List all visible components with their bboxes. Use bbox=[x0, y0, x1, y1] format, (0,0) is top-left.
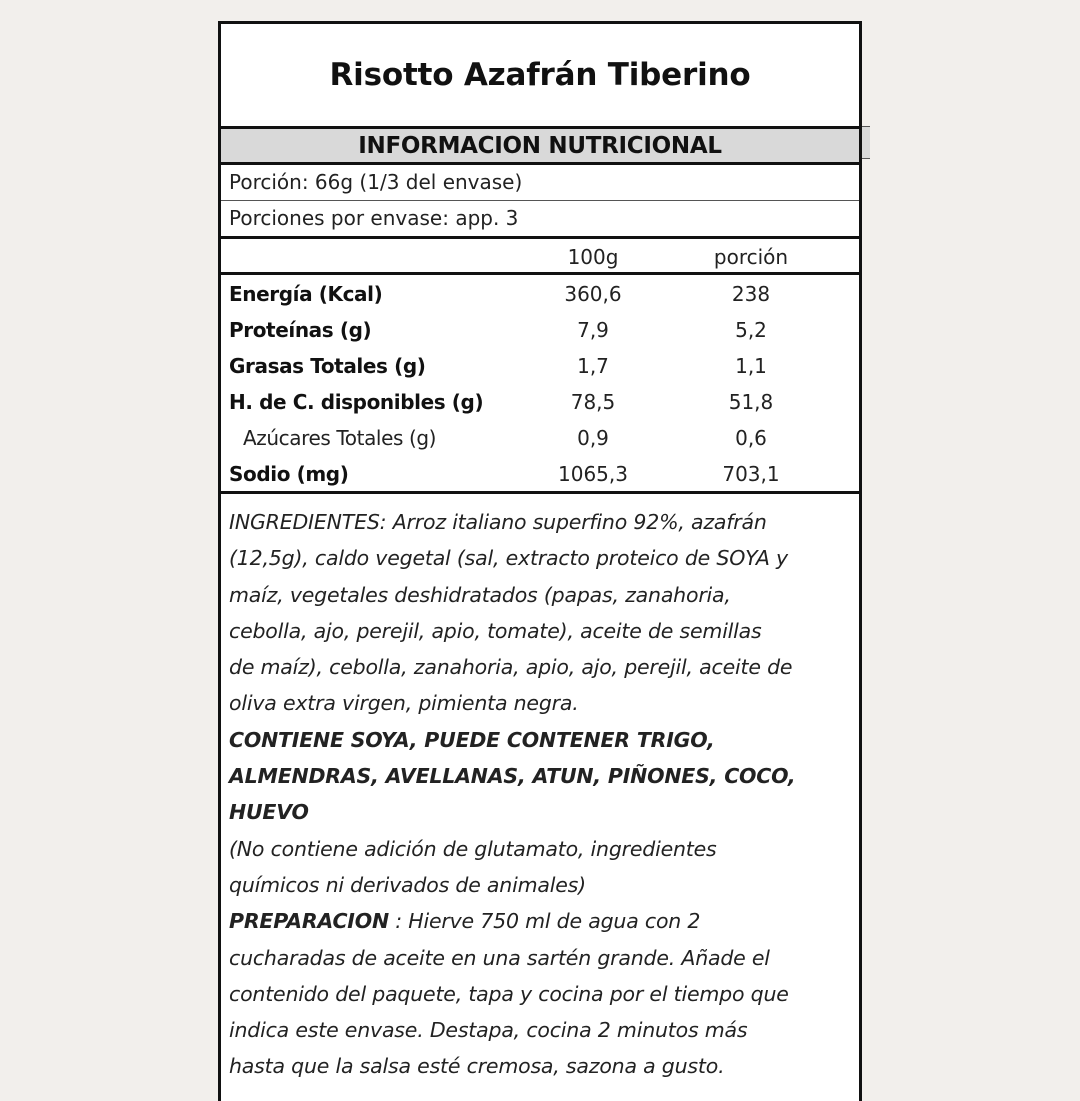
nutrient-value-100g: 78,5 bbox=[570, 390, 616, 414]
serving-portion: Porción: 66g (1/3 del envase) bbox=[221, 165, 859, 201]
nutrient-name: Grasas Totales (g) bbox=[229, 354, 426, 378]
nutrient-value-100g: 1,7 bbox=[577, 354, 609, 378]
nutrient-value-100g: 7,9 bbox=[577, 318, 609, 342]
preparation-first-line bbox=[229, 903, 849, 939]
nutrition-label bbox=[218, 21, 862, 1101]
allergen-line: ALMENDRAS, AVELLANAS, ATUN, PIÑONES, COCO, bbox=[229, 764, 796, 789]
nutrient-name: Sodio (mg) bbox=[229, 462, 349, 486]
nutrient-value-portion: 1,1 bbox=[735, 354, 767, 378]
nutrient-value-portion: 5,2 bbox=[735, 318, 767, 342]
nutrient-value-portion: 51,8 bbox=[728, 390, 774, 414]
preparation-text: : Hierve 750 ml de agua con 2 bbox=[388, 909, 701, 934]
nutrient-row-fat bbox=[221, 347, 859, 383]
nutrient-name: Energía (Kcal) bbox=[229, 282, 383, 306]
nutrient-value-100g: 1065,3 bbox=[558, 462, 628, 486]
nutrient-row-carbs bbox=[221, 383, 859, 419]
ingredients-line: maíz, vegetales deshidratados (papas, zanahoria, bbox=[229, 582, 731, 607]
note-line: químicos ni derivados de animales) bbox=[229, 872, 586, 897]
note-line: (No contiene adición de glutamato, ingredientes bbox=[229, 836, 717, 861]
nutrient-row-sodium bbox=[221, 455, 859, 491]
nutrient-name: Azúcares Totales (g) bbox=[243, 426, 437, 450]
product-title: Risotto Azafrán Tiberino bbox=[221, 24, 859, 129]
nutrient-value-portion: 0,6 bbox=[735, 426, 767, 450]
nutrient-table bbox=[221, 275, 859, 494]
nutrient-row-protein bbox=[221, 311, 859, 347]
allergen-line: CONTIENE SOYA, PUEDE CONTENER TRIGO, bbox=[229, 727, 715, 752]
nutrient-name: Proteínas (g) bbox=[229, 318, 372, 342]
nutrition-header: INFORMACION NUTRICIONAL bbox=[221, 129, 859, 165]
column-100g: 100g bbox=[567, 245, 619, 269]
preparation-line: cucharadas de aceite en una sartén grande. Añade el bbox=[229, 945, 770, 970]
serving-info bbox=[221, 165, 859, 239]
ingredients-line: (12,5g), caldo vegetal (sal, extracto proteico de SOYA y bbox=[229, 546, 788, 571]
ingredients-line: INGREDIENTES: Arroz italiano superfino 92%, azafrán bbox=[229, 510, 767, 534]
nutrient-value-100g: 0,9 bbox=[577, 426, 609, 450]
nutrient-value-100g: 360,6 bbox=[564, 282, 622, 306]
nutrient-value-portion: 238 bbox=[731, 282, 771, 306]
nutrient-name: H. de C. disponibles (g) bbox=[229, 390, 484, 414]
nutrient-row-energy bbox=[221, 275, 859, 311]
preparation-line: contenido del paquete, tapa y cocina por el tiempo que bbox=[229, 981, 789, 1006]
ingredients-line: oliva extra virgen, pimienta negra. bbox=[229, 691, 579, 716]
ingredients-line: cebolla, ajo, perejil, apio, tomate), aceite de semillas bbox=[229, 618, 762, 643]
nutrient-value-portion: 703,1 bbox=[722, 462, 780, 486]
allergen-line: HUEVO bbox=[229, 800, 309, 825]
column-headers bbox=[221, 239, 859, 275]
header-bar-extension bbox=[862, 126, 870, 159]
ingredients-line: de maíz), cebolla, zanahoria, apio, ajo, perejil, aceite de bbox=[229, 655, 793, 680]
preparation-line: indica este envase. Destapa, cocina 2 minutos más bbox=[229, 1018, 748, 1043]
serving-count: Porciones por envase: app. 3 bbox=[229, 206, 519, 230]
description-block bbox=[221, 494, 859, 1085]
preparation-label: PREPARACION bbox=[229, 909, 389, 934]
column-portion: porción bbox=[713, 245, 789, 269]
nutrient-row-sugars bbox=[221, 419, 859, 455]
preparation-line: hasta que la salsa esté cremosa, sazona a gusto. bbox=[229, 1054, 725, 1079]
